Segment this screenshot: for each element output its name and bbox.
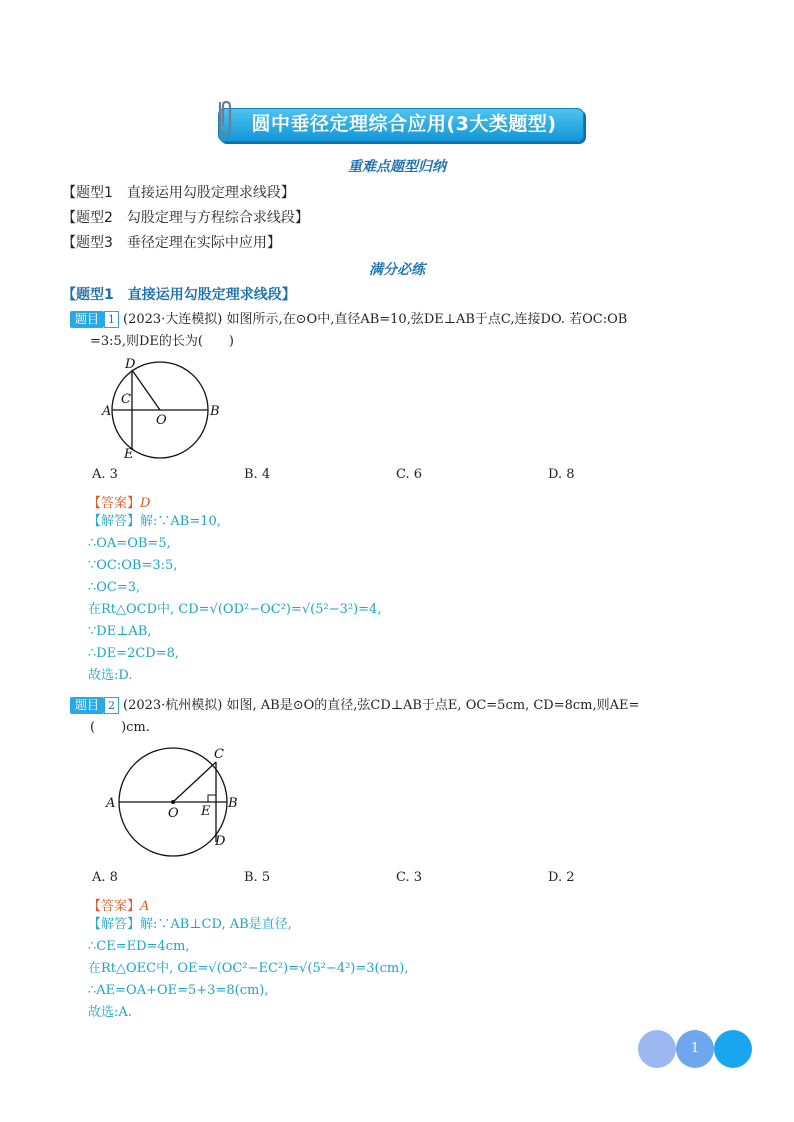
q1-solution-line: 故选:D. <box>88 668 133 683</box>
q2-solution-line: ∴CE=ED=4cm, <box>88 939 190 954</box>
q2-stem-1: (2023·杭州模拟) 如图, AB是⊙O的直径,弦CD⊥AB于点E, OC=5cm, CD=8cm,则AE= <box>123 698 640 713</box>
practice-subtitle: 满分必练 <box>369 262 425 278</box>
q1-solution-line: ∵OC:OB=3:5, <box>88 558 178 573</box>
q2-text-line-1 <box>70 695 639 717</box>
toc-subtitle: 重难点题型归纳 <box>348 159 446 175</box>
q2-label-d: D <box>215 834 226 849</box>
q1-option-d[interactable]: D. 8 <box>548 467 575 482</box>
q2-number: 2 <box>104 697 119 714</box>
q1-label-d: D <box>125 357 136 372</box>
q1-answer-value: D <box>140 496 151 511</box>
q2-tag: 题目 <box>70 697 104 714</box>
q2-answer <box>88 895 149 914</box>
q2-label-e: E <box>201 804 211 819</box>
q2-circle-diagram <box>100 745 250 857</box>
q2-label-b: B <box>228 796 238 811</box>
q1-answer-label: 【答案】 <box>88 496 141 511</box>
q1-stem-1: (2023·大连模拟) 如图所示,在⊙O中,直径AB=10,弦DE⊥AB于点C,连接DO. 若OC:OB <box>123 312 628 327</box>
page-badge-right <box>714 1030 752 1068</box>
toc-item-1[interactable]: 【题型1 直接运用勾股定理求线段】 <box>62 185 295 201</box>
q1-label-b: B <box>210 404 220 419</box>
q2-solution-line: 【解答】解:∵AB⊥CD, AB是直径, <box>88 917 292 932</box>
q1-answer <box>88 492 150 511</box>
q1-option-a[interactable]: A. 3 <box>92 467 118 482</box>
q1-solution-line: 在Rt△OCD中, CD=√(OD²−OC²)=√(5²−3²)=4, <box>88 602 382 617</box>
q1-text-line-1 <box>70 309 627 331</box>
q1-solution-line: 【解答】解:∵AB=10, <box>88 514 221 529</box>
q1-label-o: O <box>156 413 167 428</box>
q2-label-a: A <box>106 796 116 811</box>
q1-stem-2: =3:5,则DE的长为( ) <box>90 334 235 349</box>
toc-item-2[interactable]: 【题型2 勾股定理与方程综合求线段】 <box>62 210 309 226</box>
q1-option-b[interactable]: B. 4 <box>244 467 271 482</box>
q2-option-a[interactable]: A. 8 <box>92 870 118 885</box>
q2-solution-line: 在Rt△OEC中, OE=√(OC²−EC²)=√(5²−4²)=3(cm), <box>88 961 409 976</box>
q2-label-o: O <box>168 806 179 821</box>
q1-solution <box>88 511 381 687</box>
q1-label-c: C <box>121 392 131 407</box>
toc-item-3[interactable]: 【题型3 垂径定理在实际中应用】 <box>62 235 281 251</box>
q1-label-e: E <box>124 447 134 459</box>
q2-solution-line: 故选:A. <box>88 1005 132 1020</box>
q1-solution-line: ∴OA=OB=5, <box>88 536 171 551</box>
page-badge-left <box>638 1030 676 1068</box>
page-number: 1 <box>690 1041 700 1056</box>
q1-solution-line: ∴DE=2CD=8, <box>88 646 180 661</box>
q2-solution <box>88 914 408 1024</box>
q2-stem-2: ( )cm. <box>90 720 150 735</box>
title-banner <box>212 108 584 142</box>
q2-solution-line: ∴AE=OA+OE=5+3=8(cm), <box>88 983 269 998</box>
q1-solution-line: ∵DE⊥AB, <box>88 624 152 639</box>
q2-option-c[interactable]: C. 3 <box>396 870 423 885</box>
q2-answer-value: A <box>140 899 150 914</box>
q1-label-a: A <box>102 404 112 419</box>
page-title: 圆中垂径定理综合应用(3大类题型) <box>251 113 557 135</box>
q1-option-c[interactable]: C. 6 <box>396 467 423 482</box>
q2-label-c: C <box>214 747 224 762</box>
section-heading-1: 【题型1 直接运用勾股定理求线段】 <box>62 287 296 303</box>
q1-number: 1 <box>104 311 119 328</box>
q1-tag: 题目 <box>70 311 104 328</box>
q2-option-d[interactable]: D. 2 <box>548 870 575 885</box>
q2-answer-label: 【答案】 <box>88 899 141 914</box>
q2-option-b[interactable]: B. 5 <box>244 870 271 885</box>
q1-circle-diagram <box>96 355 226 459</box>
q1-solution-line: ∴OC=3, <box>88 580 141 595</box>
